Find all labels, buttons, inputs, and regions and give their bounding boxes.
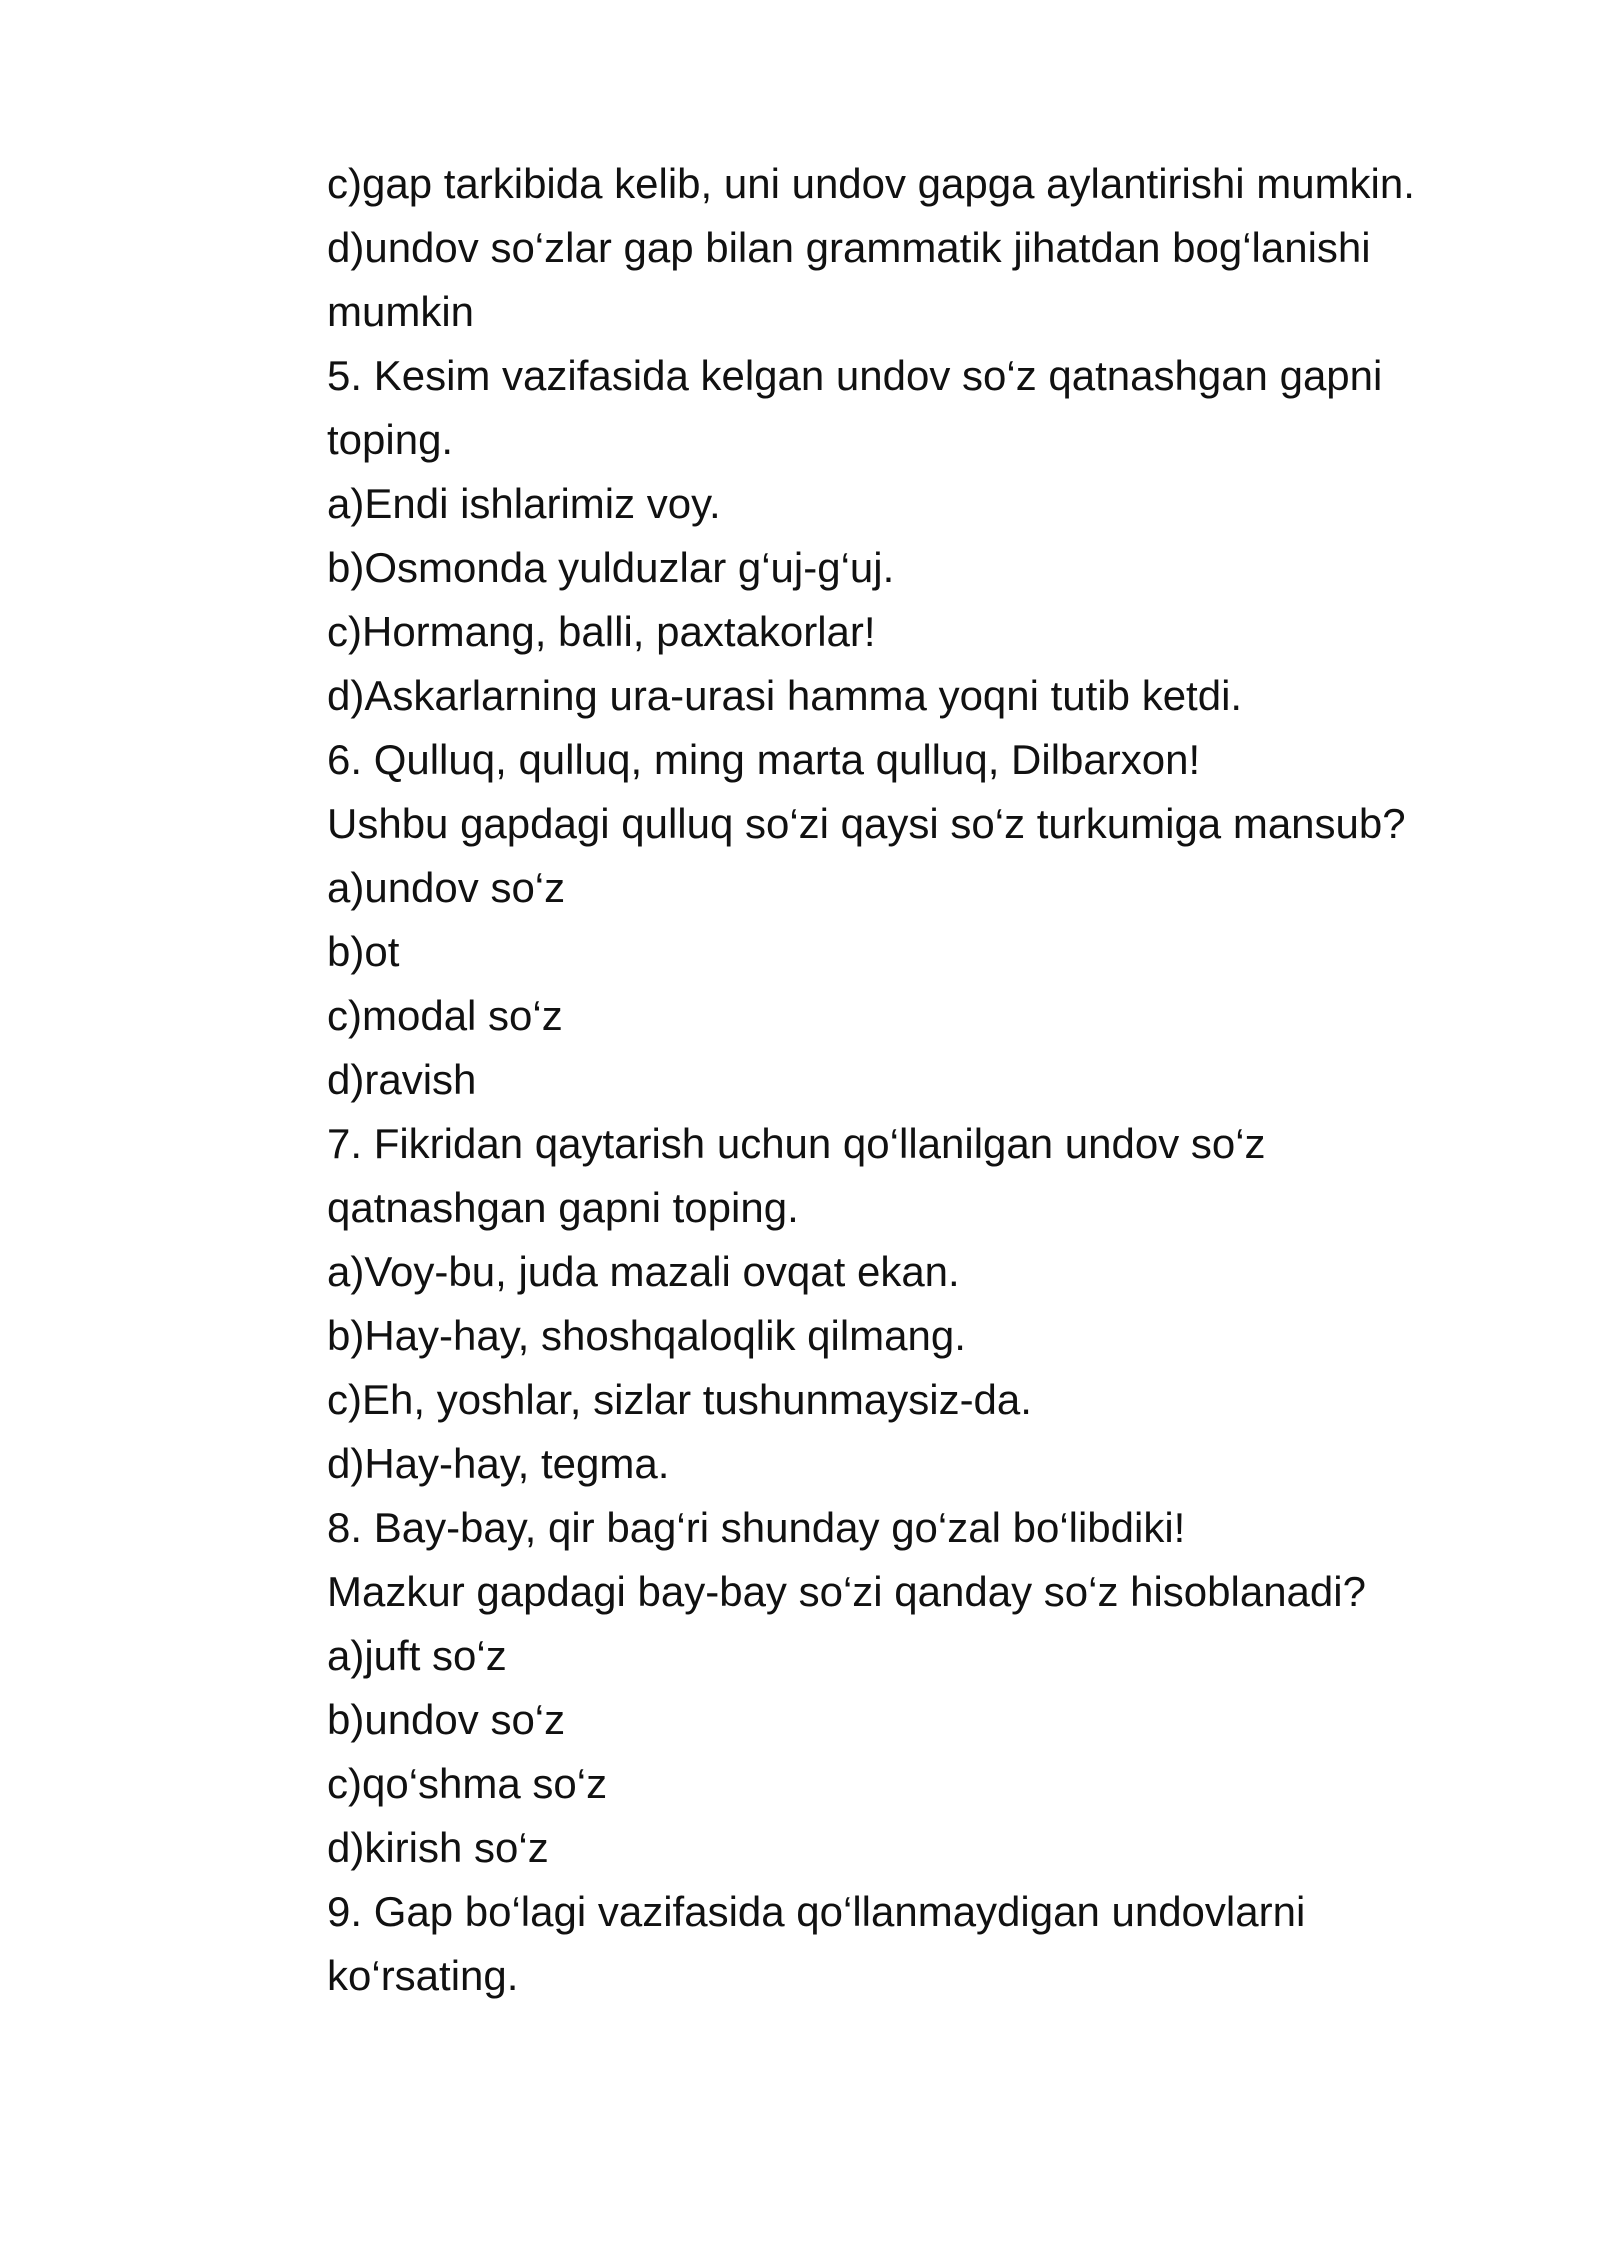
document-text (327, 152, 1567, 2008)
option-c: c)modal so‘z (327, 992, 563, 1039)
text-line: d)undov so‘zlar gap bilan grammatik jihatdan bog‘lanishi (327, 224, 1371, 271)
option-b: b)undov so‘z (327, 1696, 566, 1743)
text-line: toping. (327, 416, 454, 463)
option-d: d)kirish so‘z (327, 1824, 549, 1871)
option-c: c)Eh, yoshlar, sizlar tushunmaysiz-da. (327, 1376, 1032, 1423)
option-b: b)Osmonda yulduzlar g‘uj-g‘uj. (327, 544, 895, 591)
question-8: 8. Bay-bay, qir bag‘ri shunday go‘zal bo‘libdiki! (327, 1504, 1186, 1551)
option-c: c)qo‘shma so‘z (327, 1760, 608, 1807)
text-line: ko‘rsating. (327, 1952, 519, 1999)
option-a: a)undov so‘z (327, 864, 566, 911)
text-line: Ushbu gapdagi qulluq so‘zi qaysi so‘z turkumiga mansub? (327, 800, 1406, 847)
option-d: d)Hay-hay, tegma. (327, 1440, 670, 1487)
option-b: b)ot (327, 928, 400, 975)
option-b: b)Hay-hay, shoshqaloqlik qilmang. (327, 1312, 966, 1359)
option-d: d)ravish (327, 1056, 477, 1103)
question-5: 5. Kesim vazifasida kelgan undov so‘z qatnashgan gapni (327, 352, 1383, 399)
text-line: c)gap tarkibida kelib, uni undov gapga aylantirishi mumkin. (327, 160, 1415, 207)
question-9: 9. Gap bo‘lagi vazifasida qo‘llanmaydigan undovlarni (327, 1888, 1306, 1935)
text-line: qatnashgan gapni toping. (327, 1184, 799, 1231)
option-a: a)Voy-bu, juda mazali ovqat ekan. (327, 1248, 960, 1295)
option-a: a)Endi ishlarimiz voy. (327, 480, 721, 527)
question-7: 7. Fikridan qaytarish uchun qo‘llanilgan undov so‘z (327, 1120, 1266, 1167)
text-line: mumkin (327, 288, 475, 335)
question-6: 6. Qulluq, qulluq, ming marta qulluq, Dilbarxon! (327, 736, 1201, 783)
text-line: Mazkur gapdagi bay-bay so‘zi qanday so‘z hisoblanadi? (327, 1568, 1366, 1615)
option-a: a)juft so‘z (327, 1632, 507, 1679)
option-d: d)Askarlarning ura-urasi hamma yoqni tutib ketdi. (327, 672, 1243, 719)
option-c: c)Hormang, balli, paxtakorlar! (327, 608, 876, 655)
